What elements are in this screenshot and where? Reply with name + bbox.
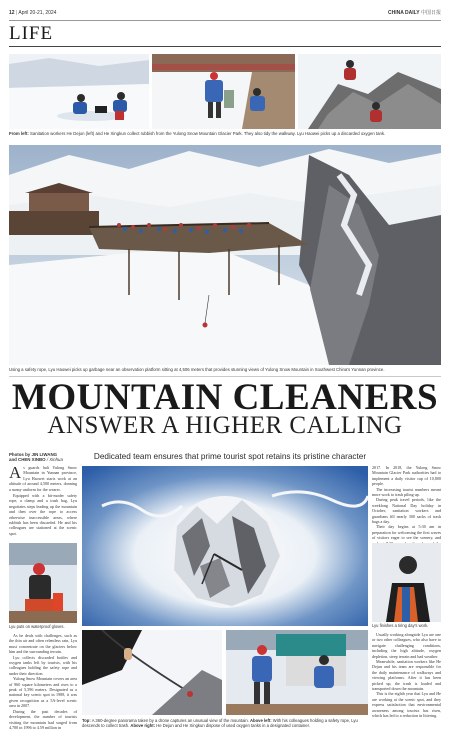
- section-rule: [9, 46, 441, 47]
- article-paragraph: Yulong Snow Mountain covers an area of 960 square kilometers and rises to a peak of 5,596 meters. Designated as a national key scenic spot in 1988, it was given recognition as a 5A-level scenic area in 2007.: [9, 676, 77, 709]
- caption-lead: From left:: [9, 131, 29, 136]
- header-rule: [9, 20, 441, 21]
- photo-waterproof-gloves: [9, 543, 77, 623]
- drop-cap: A: [9, 463, 22, 482]
- photo-observation-platform-panorama: [9, 145, 441, 365]
- gloves-caption: Lyu puts on waterproof gloves.: [9, 624, 65, 629]
- article-paragraph: During the past decades of development, the number of tourists visiting the mountain had surged from 4,700 in 1996 to 4.59 million in: [9, 708, 77, 730]
- article-paragraph: The increasing tourist numbers meant more work to trash piling up.: [372, 486, 441, 498]
- caption-lead-top: Top:: [82, 718, 91, 723]
- article-paragraph: As he deals with challenges, such as the thin air and often relentless rain, Lyu must concentrate on the glaciers below him and the surrounding terrain.: [9, 633, 77, 655]
- photo-tiring-day: [372, 543, 441, 622]
- photo-workers-collect-rubbish: [9, 54, 149, 129]
- top-row-caption: [9, 131, 441, 136]
- article-paragraph: Meanwhile, sanitation workers like He Dejun and his team are responsible for the daily maintenance of walkways and viewing platforms. After it has been picked up, the trash is loaded and transported down the mountain.: [372, 659, 441, 692]
- page-number-date: 12 | April 20-21, 2024: [9, 10, 57, 16]
- photo-oxygen-tank-pickup: [298, 54, 441, 129]
- photo-oxygen-tank-disposal: [226, 630, 368, 715]
- publication-name: CHINA DAILY: [388, 10, 420, 16]
- byline: [9, 452, 79, 463]
- deck: Dedicated team ensures that prime tourist spot retains its pristine character: [93, 452, 367, 461]
- headline-line-2: ANSWER A HIGHER CALLING: [47, 412, 403, 439]
- caption-text: Sanitation workers He Dejun (left) and He Xingkun collect rubbish from the Yulong Snow Mountain Glacier Park. They also tidy the walkway. Lyu Haowei picks up a discarded oxygen tank.: [28, 131, 386, 136]
- byline-credit: / Xinhua: [45, 457, 63, 463]
- page-number: 12: [9, 10, 15, 16]
- issue-date: April 20-21, 2024: [18, 10, 57, 16]
- article-col1-bottom: [9, 633, 77, 730]
- tiring-day-caption: Lyu finishes a tiring day's work.: [372, 623, 429, 628]
- caption-lead-above-left: Above left:: [250, 718, 272, 723]
- byline-photographers: Photos by JIN LIWANG: [9, 452, 58, 457]
- caption-lead-above-right: Above right:: [130, 723, 156, 729]
- article-paragraph: This is the eighth year that Lyu and He are working at the scenic spot, and they express satisfaction that environmental awareness among tourists has risen, which has led to a reduction in littering.: [372, 691, 441, 719]
- article-col3-bottom: [372, 632, 441, 719]
- photo-safety-rope-descent: [82, 630, 222, 715]
- article-paragraph: Their day begins at 5:30 am in preparation for welcoming the first waves of visitors eager to see the scenery, and: [372, 524, 441, 541]
- article-paragraph: 2017. In 2018, the Yulong Snow Mountain Glacier Park authorities had to implement a daily visitor cap of 10,800 people.: [372, 465, 441, 487]
- article-paragraph: Usually working alongside Lyu are one or two other colleagues, who also have to navigate challenging conditions, including the high altitude, oxygen depletion, steep terrain and bad weather.: [372, 632, 441, 659]
- bottom-caption: Top: A 360-degree panorama taken by a drone captures an unusual view of the mountain. Above left: With his colleagues holding a safety rope, Lyu descends to collect trash. Above right: He Dejun and He Xingkun dispose of used oxygen tanks in a designated container.: [82, 718, 358, 729]
- byline-photographers-2: and CHEN XINBO: [9, 457, 46, 463]
- article-col3-top: [372, 465, 441, 552]
- article-paragraph: Equipped with a bit-moder safety rope, a clamp and a trash bag, Lyu negotiates steps leading up the mountain and then over the rope to access otherwise inaccessible areas, where rubbish has been discarded. He and his colleagues are stationed at the scenic spot.: [9, 493, 77, 536]
- section-title: LIFE: [9, 23, 54, 44]
- article-paragraph: Lyu collects discarded bottles and oxygen tanks left by tourists, with his colleagues holding the safety rope and under their direction.: [9, 654, 77, 676]
- headline-line-1: MOUNTAIN CLEANERS: [11, 377, 439, 418]
- photo-workers-tidy-walkway: [152, 54, 295, 129]
- article-paragraph: As guards halt Yulong Snow Mountain in Yunnan province, Lyu Haowei starts work at an altitude of around 4,500 meters, donning a sunny uniform for the wearer.: [9, 463, 77, 492]
- masthead: [388, 11, 441, 17]
- article-col1-top: [9, 465, 77, 536]
- publication-name-cn: 中国日报: [420, 10, 441, 16]
- article-paragraph: During peak travel periods, like the weeklong National Day holiday in October, sanitation workers and guardians fill nearly 300 sacks of trash bags a day.: [372, 497, 441, 525]
- panorama-caption: Using a safety rope, Lyu Haowei picks up garbage near an observation platform sitting at 4,506 meters that provides stunning views of Yulong Snow Mountain in Southwest China's Yunnan province.: [9, 367, 385, 372]
- photo-360-drone-panorama: [82, 466, 368, 626]
